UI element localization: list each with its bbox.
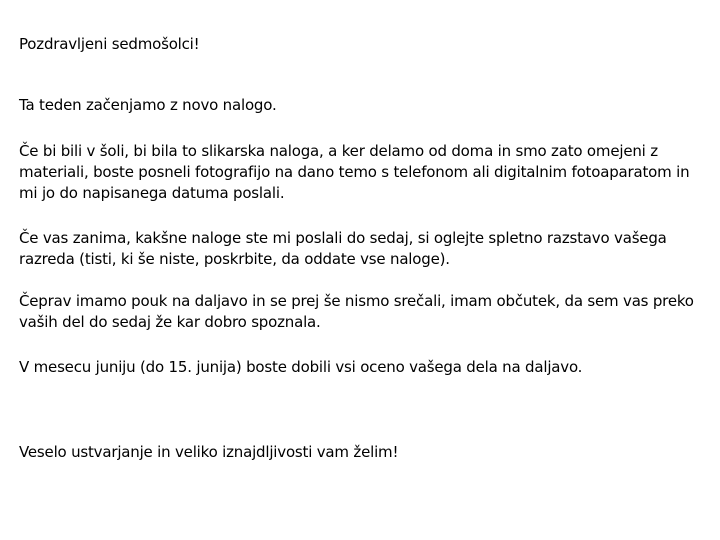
paragraph-assignment-instructions: Če bi bili v šoli, bi bila to slikarska naloga, a ker delamo od doma in smo zato omejeni z materiali, boste posneli fotografijo na dano temo s telefonom ali digitalnim fotoaparatom in mi jo do napisanega datuma poslali. — [19, 142, 690, 202]
paragraph-new-task: Ta teden začenjamo z novo nalogo. — [19, 96, 277, 114]
paragraph-grading-info: V mesecu juniju (do 15. junija) boste dobili vsi oceno vašega dela na daljavo. — [19, 358, 583, 376]
paragraph-remote-learning: Čeprav imamo pouk na daljavo in se prej še nismo srečali, imam občutek, da sem vas preko vaših del do sedaj že kar dobro spoznala. — [19, 292, 694, 331]
closing-text: Veselo ustvarjanje in veliko iznajdljivosti vam želim! — [19, 443, 399, 461]
paragraph-online-exhibition: Če vas zanima, kakšne naloge ste mi poslali do sedaj, si oglejte spletno razstavo vašega razreda (tisti, ki še niste, poskrbite, da oddate vse naloge). — [19, 229, 667, 268]
greeting-text: Pozdravljeni sedmošolci! — [19, 35, 200, 53]
